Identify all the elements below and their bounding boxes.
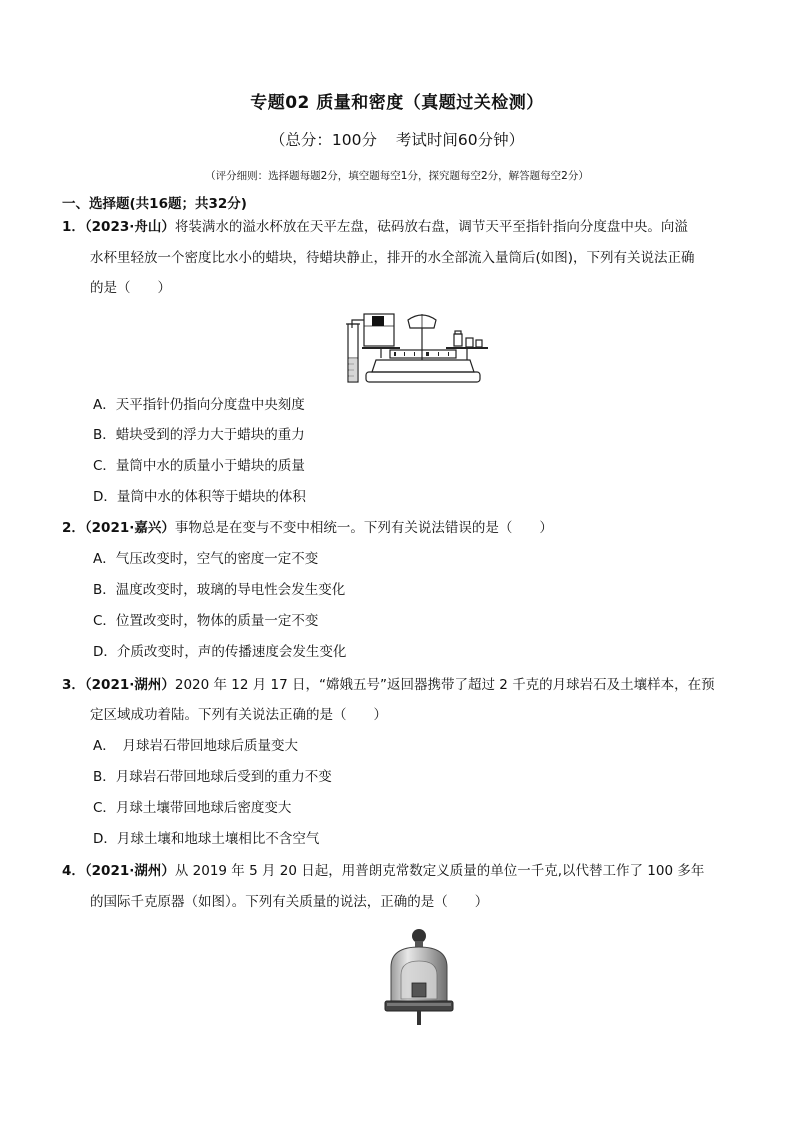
kilogram-prototype-figure <box>381 927 457 1031</box>
question-number: 1． <box>62 219 85 235</box>
page-subtitle: （总分：100分 考试时间60分钟） <box>269 131 525 149</box>
question-4-line-2: 的国际千克原器（如图）。下列有关质量的说法，正确的是（ ） <box>90 894 489 910</box>
question-1-line-3: 的是（ ） <box>90 280 171 296</box>
question-text: 2020 年 12 月 17 日，“嫦娥五号”返回器携带了超过 2 千克的月球岩石及土壤样本，在预 <box>174 677 715 693</box>
question-4-line-1 <box>62 862 704 880</box>
question-1-option-b: B．蜡块受到的浮力大于蜡块的重力 <box>93 427 305 443</box>
question-text: 事物总是在变与不变中相统一。下列有关说法错误的是（ ） <box>174 520 553 536</box>
question-2-option-b: B．温度改变时，玻璃的导电性会发生变化 <box>93 582 346 598</box>
section-heading: 一、选择题(共16题；共32分) <box>62 196 247 212</box>
scoring-rules: （评分细则：选择题每题2分，填空题每空1分，探究题每空2分，解答题每空2分） <box>205 170 589 182</box>
question-number: 4． <box>62 863 85 879</box>
question-1-line-1 <box>62 218 688 236</box>
question-3-option-c: C．月球土壤带回地球后密度变大 <box>93 800 292 816</box>
wax-block <box>372 316 384 326</box>
question-text: 将装满水的溢水杯放在天平左盘，砝码放右盘，调节天平至指针指向分度盘中央。向溢 <box>174 219 688 235</box>
page-title: 专题02 质量和密度（真题过关检测） <box>250 93 544 113</box>
question-1-option-d: D．量筒中水的体积等于蜡块的体积 <box>93 489 306 505</box>
question-3-option-d: D．月球土壤和地球土壤相比不含空气 <box>93 831 320 847</box>
question-source: （2021·嘉兴） <box>84 520 175 536</box>
question-3-option-a: A． 月球岩石带回地球后质量变大 <box>93 738 298 754</box>
question-1-option-a: A．天平指针仍指向分度盘中央刻度 <box>93 397 305 413</box>
question-source: （2023·舟山） <box>84 219 175 235</box>
question-3-option-b: B．月球岩石带回地球后受到的重力不变 <box>93 769 332 785</box>
question-2-option-c: C．位置改变时，物体的质量一定不变 <box>93 613 319 629</box>
question-source: （2021·湖州） <box>84 677 175 693</box>
question-3-line-1 <box>62 676 715 694</box>
question-2-line-1 <box>62 519 553 537</box>
question-number: 3． <box>62 677 85 693</box>
question-number: 2． <box>62 520 85 536</box>
question-1-option-c: C．量筒中水的质量小于蜡块的质量 <box>93 458 305 474</box>
balance-scale-figure <box>342 306 498 386</box>
question-3-line-2: 定区域成功着陆。下列有关说法正确的是（ ） <box>90 707 387 723</box>
question-2-option-a: A．气压改变时，空气的密度一定不变 <box>93 551 319 567</box>
question-text: 从 2019 年 5 月 20 日起，用普朗克常数定义质量的单位一千克,以代替工作了 100 多年 <box>174 863 705 879</box>
question-2-option-d: D．介质改变时，声的传播速度会发生变化 <box>93 644 347 660</box>
question-1-line-2: 水杯里轻放一个密度比水小的蜡块，待蜡块静止，排开的水全部流入量筒后(如图)，下列有关说法正确 <box>90 250 695 266</box>
question-source: （2021·湖州） <box>84 863 175 879</box>
